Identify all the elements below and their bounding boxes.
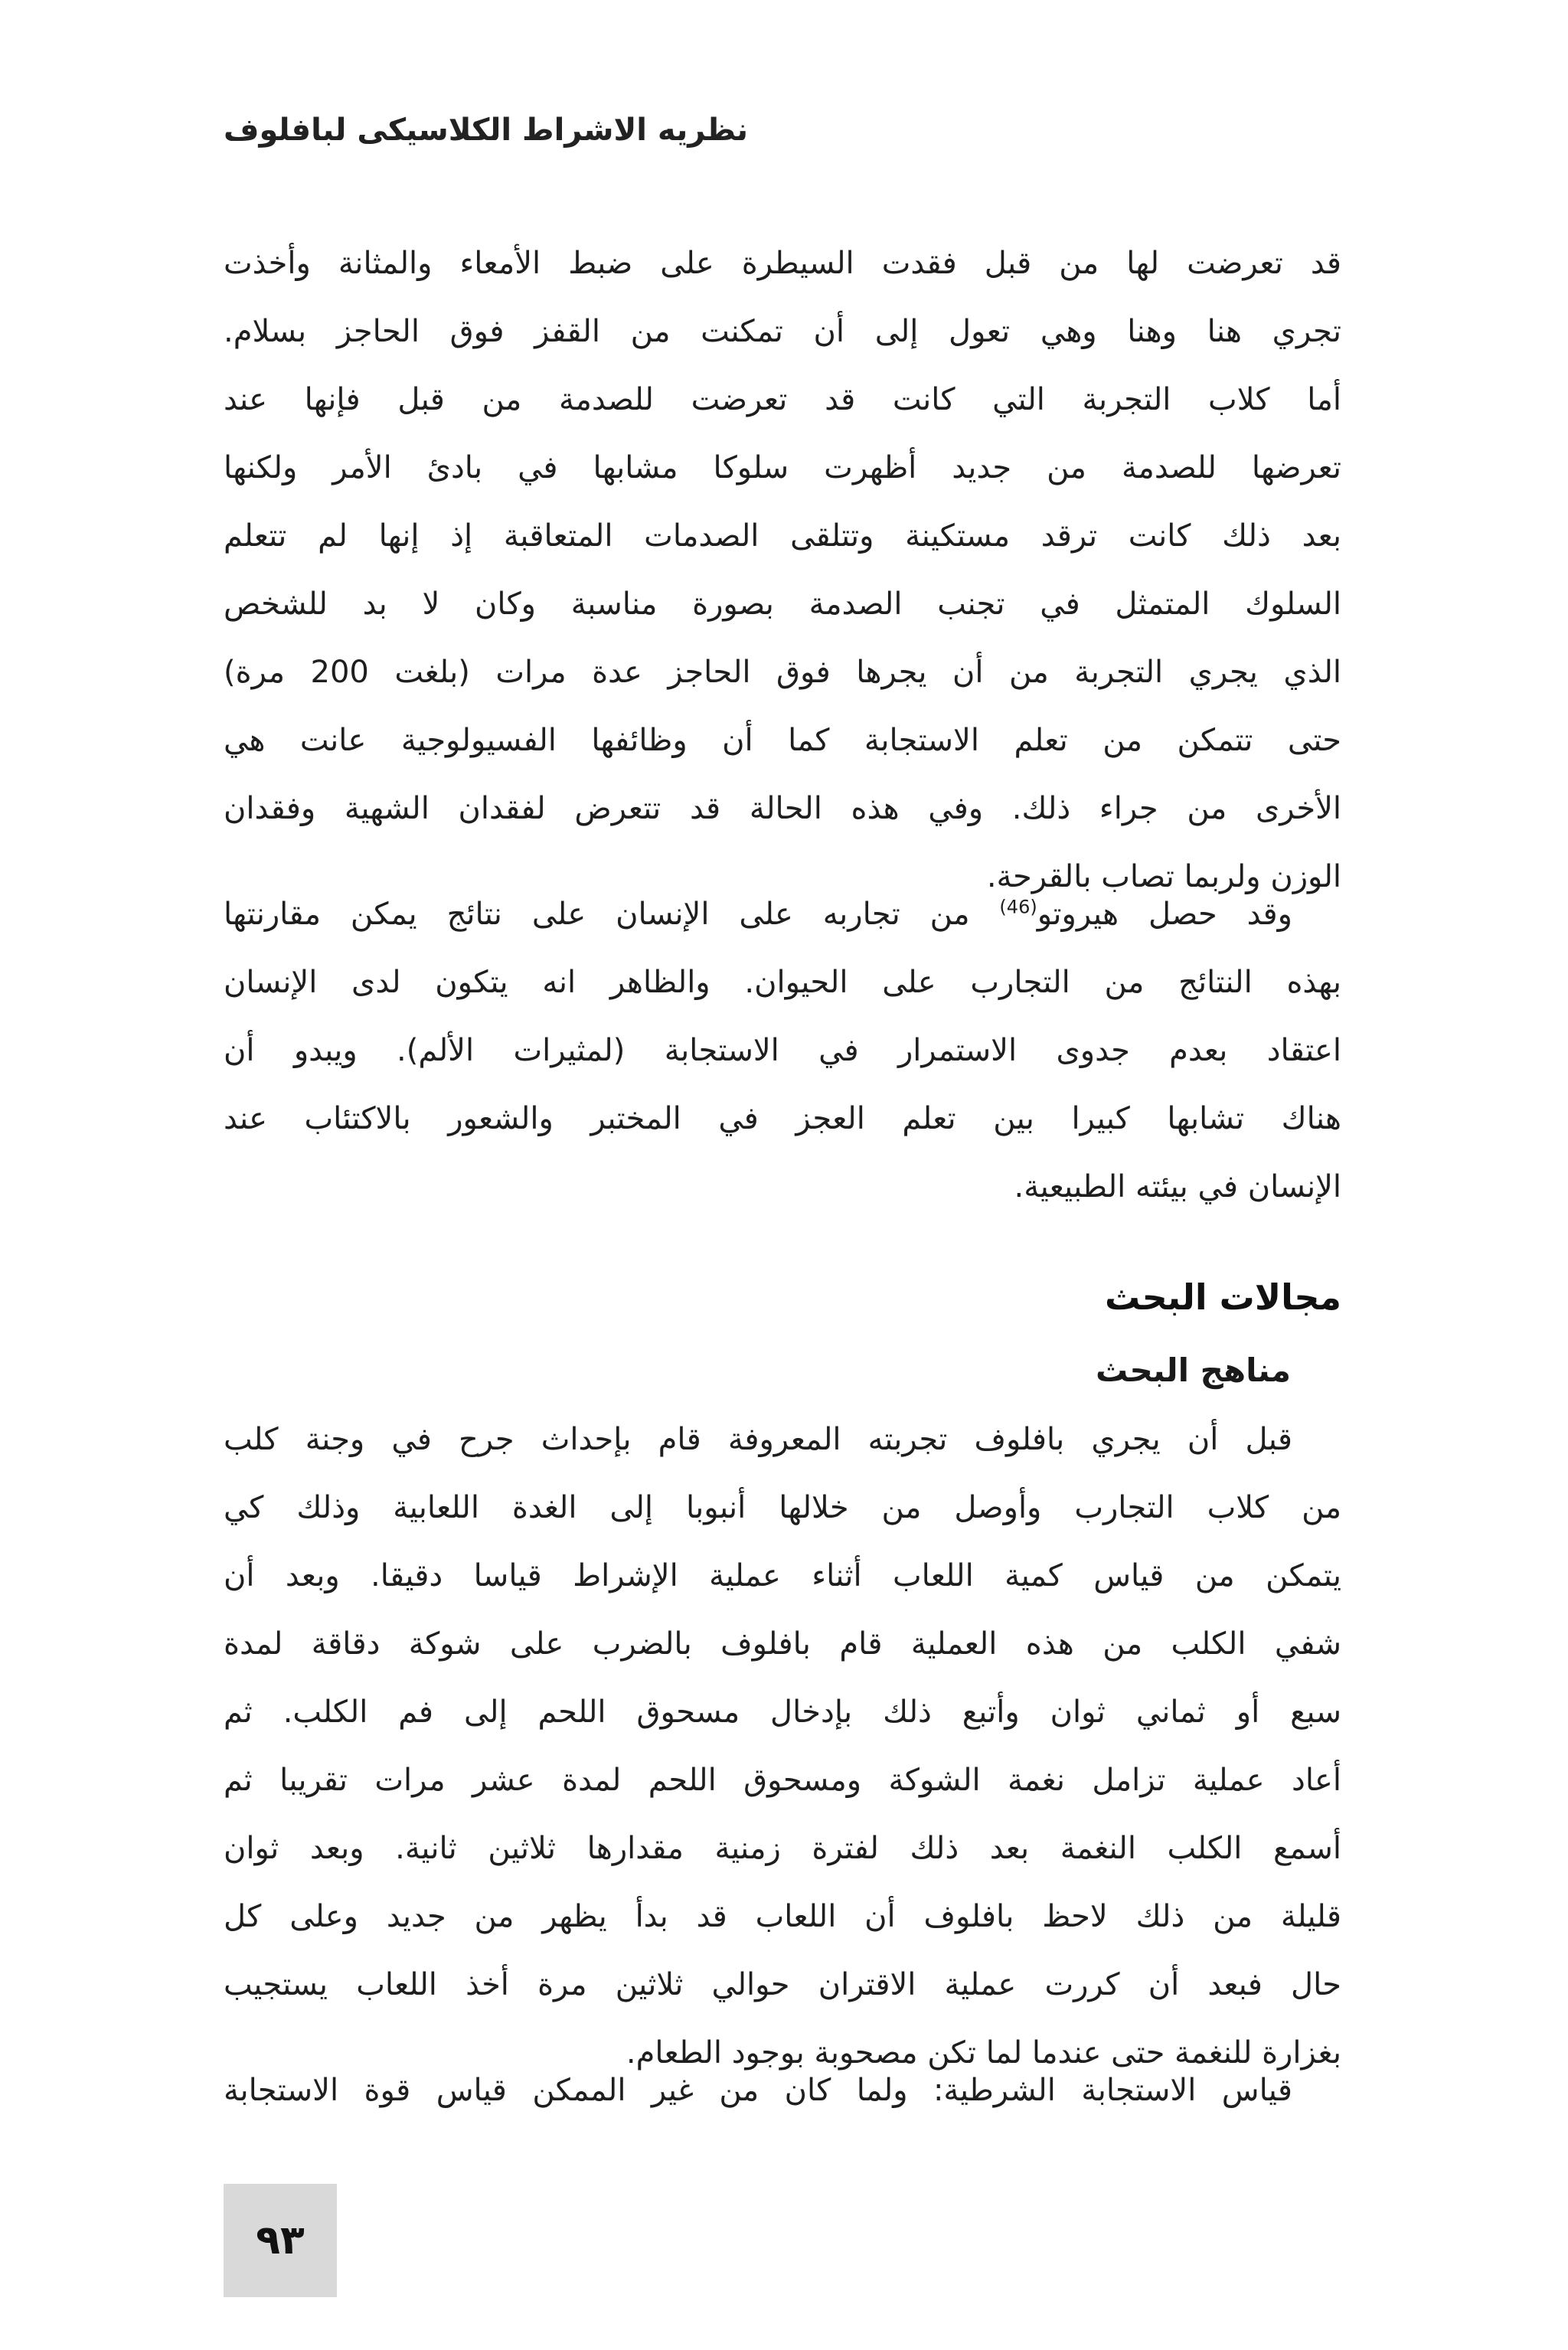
text-line: قليلة من ذلك لاحظ بافلوف أن اللعاب قد بدأ يظهر من جديد وعلى كل bbox=[224, 1899, 1341, 1934]
text-line: حال فبعد أن كررت عملية الاقتران حوالي ثلاثين مرة أخذ اللعاب يستجيب bbox=[224, 1967, 1341, 2002]
text-line: الذي يجري التجربة من أن يجرها فوق الحاجز عدة مرات (بلغت 200 مرة) bbox=[224, 655, 1341, 690]
text-line: اعتقاد بعدم جدوى الاستمرار في الاستجابة (لمثيرات الألم). ويبدو أن bbox=[224, 1033, 1341, 1068]
text-line: قياس الاستجابة الشرطية: ولما كان من غير الممكن قياس قوة الاستجابة bbox=[224, 2073, 1292, 2108]
text-line: هناك تشابها كبيرا بين تعلم العجز في المختبر والشعور بالاكتئاب عند bbox=[224, 1101, 1341, 1136]
text-line: سبع أو ثماني ثوان وأتبع ذلك بإدخال مسحوق اللحم إلى فم الكلب. ثم bbox=[224, 1695, 1341, 1730]
section-heading: مجالات البحث bbox=[1104, 1276, 1341, 1318]
text-line: بهذه النتائج من التجارب على الحيوان. والظاهر انه يتكون لدى الإنسان bbox=[224, 965, 1341, 1000]
text-line: الإنسان في بيئته الطبيعية. bbox=[1014, 1169, 1341, 1204]
text-line: من كلاب التجارب وأوصل من خلالها أنبوبا إلى الغدة اللعابية وذلك كي bbox=[224, 1490, 1341, 1525]
text-line: قد تعرضت لها من قبل فقدت السيطرة على ضبط الأمعاء والمثانة وأخذت bbox=[224, 246, 1341, 281]
text-line: يتمكن من قياس كمية اللعاب أثناء عملية الإشراط قياسا دقيقا. وبعد أن bbox=[224, 1558, 1341, 1593]
text-line-with-footnote bbox=[224, 881, 1341, 949]
subsection-heading: مناهج البحث bbox=[1096, 1351, 1291, 1389]
text-line: حتى تتمكن من تعلم الاستجابة كما أن وظائفها الفسيولوجية عانت هي bbox=[224, 723, 1341, 758]
text-line: تعرضها للصدمة من جديد أظهرت سلوكا مشابها في بادئ الأمر ولكنها bbox=[224, 450, 1341, 485]
text-line: بغزارة للنغمة حتى عندما لما تكن مصحوبة بوجود الطعام. bbox=[626, 2035, 1341, 2071]
page-number-box bbox=[224, 2184, 337, 2297]
paragraph-1 bbox=[224, 230, 1341, 911]
paragraph-3 bbox=[224, 1406, 1341, 2087]
text-line: تجري هنا وهنا وهي تعول إلى أن تمكنت من القفز فوق الحاجز بسلام. bbox=[224, 314, 1341, 349]
paragraph-4 bbox=[224, 2057, 1341, 2125]
text-line: الوزن ولربما تصاب بالقرحة. bbox=[986, 859, 1341, 894]
footnote-reference[interactable]: (46) bbox=[999, 896, 1037, 918]
text-fragment: وقد حصل هيروتو bbox=[1037, 897, 1292, 932]
text-line: أعاد عملية تزامل نغمة الشوكة ومسحوق اللحم لمدة عشر مرات تقريبا ثم bbox=[224, 1763, 1341, 1798]
text-fragment: من تجاربه على الإنسان على نتائج يمكن مقارنتها bbox=[224, 897, 1000, 932]
text-line: بعد ذلك كانت ترقد مستكينة وتتلقى الصدمات المتعاقبة إذ إنها لم تتعلم bbox=[224, 518, 1341, 554]
text-line: شفي الكلب من هذه العملية قام بافلوف بالضرب على شوكة دقاقة لمدة bbox=[224, 1626, 1341, 1662]
page-number: ٩٣ bbox=[256, 2218, 305, 2263]
text-line: قبل أن يجري بافلوف تجربته المعروفة قام بإحداث جرح في وجنة كلب bbox=[224, 1422, 1292, 1457]
text-line: الأخرى من جراء ذلك. وفي هذه الحالة قد تتعرض لفقدان الشهية وفقدان bbox=[224, 791, 1341, 826]
text-line: أسمع الكلب النغمة بعد ذلك لفترة زمنية مقدارها ثلاثين ثانية. وبعد ثوان bbox=[224, 1831, 1341, 1866]
running-header-title: نظريه الاشراط الكلاسيكى لبافلوف bbox=[224, 113, 749, 148]
text-line: السلوك المتمثل في تجنب الصدمة بصورة مناسبة وكان لا بد للشخص bbox=[224, 587, 1341, 622]
paragraph-2 bbox=[224, 881, 1341, 1221]
text-line: أما كلاب التجربة التي كانت قد تعرضت للصدمة من قبل فإنها عند bbox=[224, 382, 1341, 417]
